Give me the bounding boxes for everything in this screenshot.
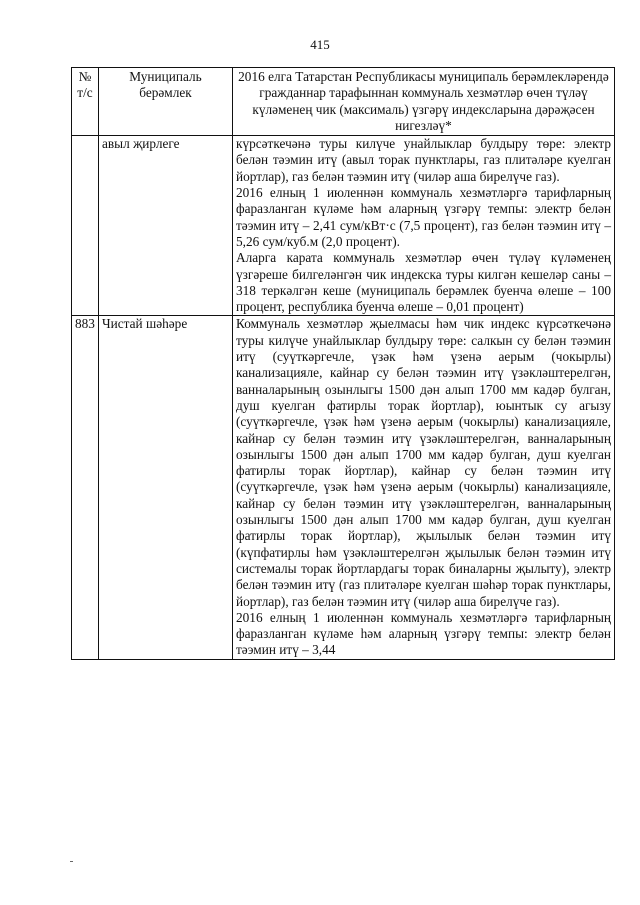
scan-mark [70,861,73,862]
municipality-name: Чистай шәһәре [99,316,233,659]
table-row [72,316,615,659]
header-num: № т/с [72,68,99,136]
table-header-row [72,68,615,136]
paragraph: күрсәткечәнә туры килүче унайлыклар булдыру төре: электр белән тәэмин итү (авыл торак пунктлары, газ плитәләре куелган йортлар), газ белән тәэмин итү (чиләр аша бирелүче газ). [236,136,611,184]
paragraph: 2016 елның 1 июленнән коммуналь хезмәтләргә тарифларның фаразланган күләме һәм аларның үзгәрү темпы: электр белән тәэмин итү – 2,41 сум/кВт·с (7,5 процент), газ белән тәэмин итү – 5,26 сум/куб.м (2,0 процент). [236,185,611,249]
header-municipality: Муниципаль берәмлек [99,68,233,136]
municipality-name: авыл җирлеге [99,136,233,316]
table-row [72,136,615,316]
row-number: 883 [72,316,99,659]
indices-description [233,316,615,659]
indices-description [233,136,615,316]
paragraph: Аларга карата коммуналь хезмәтләр өчен түләү күләменең үзгәреше билгеләнгән чик индекска туры килгән кешеләр саны – 318 теркәлгән кеше (муниципаль берәмлек буенча өлеше – 100 процент, республика буенча өлеше – 0,01 процент) [236,250,611,315]
tariff-table [71,67,615,660]
header-indices: 2016 елга Татарстан Республикасы муниципаль берәмлекләрендә гражданнар тарафыннан коммуналь хезмәтләр өчен түләү күләменең чик (максималь) үзгәрү индексларына дәрәҗәсен нигезләү* [233,68,615,136]
paragraph: 2016 елның 1 июленнән коммуналь хезмәтләргә тарифларның фаразланган күләме һәм аларның үзгәрү темпы: электр белән тәэмин итү – 3,44 [236,609,611,658]
row-number [72,136,99,316]
page-number: 415 [310,37,330,52]
paragraph: Коммуналь хезмәтләр җыелмасы һәм чик индекс күрсәткечәнә туры килүче унайлыклар булдыру төре: салкын су белән тәэмин итү (суүткәргечле, үзәк һәм үзенә аерым (чокырлы) канализацияле, кайнар су белән тәэмин итү үзәкләштерелгән, ванналарының озынлыгы 1500 дән алып 1700 мм кадәр булган, душ куелган фатирлы торак йортлар), юынтык су агызу (суүткәргечле, үзәк һәм үзенә аерым (чокырлы) канализацияле, кайнар су белән тәэмин итү үзәкләштерелгән, ванналарының озынлыгы 1500 дән алып 1700 мм кадәр булган, душ куелган фатирлы торак йортлар), кайнар су белән тәэмин итү (суүткәргечле, үзәк һәм үзенә аерым (чокырлы) канализацияле, кайнар су белән тәэмин итү үзәкләштерелгән, ванналарының озынлыгы 1500 дән алып 1700 мм кадәр булган, душ куелган фатирлы торак йортлар), җылылык белән тәэмин итү (күпфатирлы һәм үзәкләштерелгән җылылык белән тәэмин итү системалы торак йортлардагы торак биналарны җылыту), электр белән тәэмин итү (газ плитәләре куелган шәһәр торак пунктлары, йортлар), газ белән тәэмин итү (чиләр аша бирелүче газ). [236,316,611,609]
